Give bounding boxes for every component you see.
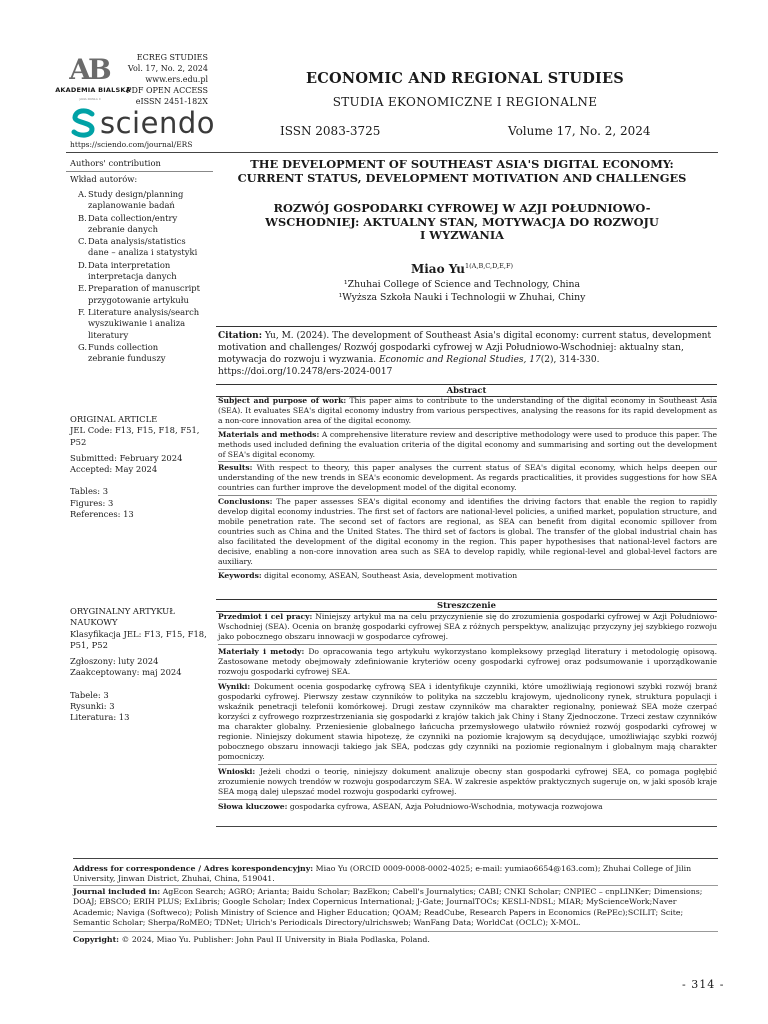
abstract-bottom-rule: [216, 826, 717, 827]
tables-count: Tabele: 3: [70, 689, 109, 700]
contrib-heading: [70, 158, 215, 169]
meta-line: eISSN 2451-182X: [135, 97, 208, 106]
footer-divider: [73, 885, 718, 886]
list-item: C. Data analysis/statistics dane – analiza i statystyki: [78, 236, 198, 258]
abstract-section: Subject and purpose of work: This paper aims to contribute to the understanding of the digital economy in Southeast Asia (SEA). It evaluates SEA's digital economy industry from various perspectives, analysing the reasons for its rapid development as a non-core innovation area of the digital economy.: [218, 396, 717, 425]
journal-title: ECONOMIC AND REGIONAL STUDIES: [306, 70, 624, 87]
article-title-en: THE DEVELOPMENT OF SOUTHEAST ASIA'S DIGITAL ECONOMY: CURRENT STATUS, DEVELOPMENT MOTIVATION AND CHALLENGES: [237, 157, 687, 185]
references-count: Literatura: 13: [70, 712, 130, 723]
footer-divider: [73, 858, 718, 859]
sciendo-icon: [70, 108, 98, 138]
list-item: D. Data interpretation interpretacja danych: [78, 259, 177, 282]
article-info-en: [70, 414, 215, 520]
references-count: References: 13: [70, 509, 134, 520]
tables-count: Tables: 3: [70, 486, 109, 497]
streszczenie-section: Materiały i metody: Do opracowania tego artykułu wykorzystano kompleksowy przegląd literatury i metodologię opisową. Zastosowane metody obejmowały zdefiniowanie kryteriów oceny gospodarki cyfrowej oraz podsumowanie i uporządkowanie rozwoju gospodarki cyfrowej SEA.: [218, 644, 717, 677]
header-divider: [66, 152, 718, 153]
sciendo-url[interactable]: https://sciendo.com/journal/ERS: [70, 140, 193, 149]
university-logo: [66, 54, 112, 84]
logo-name: AKADEMIA BIALSKA: [55, 86, 131, 94]
journal-meta: [120, 52, 208, 107]
abstract-section: Results: With respect to theory, this paper analyses the current status of SEA's digital economy, which helps deepen our understanding of the new trends in SEA's economic development. As regards practicalities, it provides suggestions for how SEA countries can further improve the development model of the digital economy.: [218, 463, 718, 493]
list-item: F. Literature analysis/search wyszukiwanie i analiza literatury: [78, 306, 200, 340]
meta-line: PDF OPEN ACCESS: [126, 86, 208, 95]
meta-line: Vol. 17, No. 2, 2024: [127, 64, 208, 73]
correspondence: Address for correspondence / Adres korespondencyjny: Miao Yu (ORCID 0009-0008-0002-4025; e-mail: yumiao6654@163.com); Zhuhai College of Jilin University, Jinwan District, Zhuhai, China, 519041.: [73, 864, 692, 884]
author-name: Miao $Yu^{1(A,B,C,D,E,F)}$: [410, 262, 514, 276]
list-item: A. Study design/planning zaplanowanie badań: [78, 189, 184, 211]
meta-line[interactable]: www.ers.edu.pl: [145, 75, 208, 84]
figures-count: Figures: 3: [70, 497, 114, 508]
meta-line: ECREG STUDIES: [136, 53, 208, 62]
citation-doi[interactable]: (2), 314-330. https://doi.org/10.2478/ers-2024-0017: [218, 355, 600, 377]
article-info-pl: [70, 606, 215, 724]
streszczenie-section: Przedmiot i cel pracy: Niniejszy artykuł ma na celu przyczynienie się do zrozumienia gospodarki cyfrowej w Azji Południowo-Wschodniej (SEA). Ocenia on branżę gospodarki cyfrowej SEA z różnych perspektyw, analizując przyczyny jej szybkiego rozwoju jako pobocznego obszaru innowacji w gospodarce cyfrowej.: [218, 612, 717, 641]
list-item: E. Preparation of manuscript przygotowanie artykułu: [78, 283, 201, 305]
article-type: ORYGINALNY ARTYKUŁ NAUKOWY: [70, 606, 175, 628]
issn: ISSN 2083-3725: [280, 124, 381, 138]
streszczenie-section: Wnioski: Jeżeli chodzi o teorię, niniejszy dokument analizuje obecny stan gospodarki cyfrowej SEA, co pomaga pogłębić zrozumienie nowych trendów w rozwoju gospodarczym SEA. W zakresie aspektów praktycznych sugeruje on, w jaki sposób kraje SEA mogą dalej ulepszać model rozwoju gospodarki cyfrowej.: [218, 764, 717, 797]
contribution-list: [78, 189, 216, 365]
sciendo-wordmark: sciendo: [100, 106, 215, 140]
abstract-heading: Abstract: [216, 385, 717, 397]
author-roles: 1(A,B,C,D,E,F): [465, 262, 514, 270]
logo-letters: AB: [69, 54, 109, 84]
citation-journal: Economic and Regional Studies, 17: [378, 355, 541, 365]
submitted-date: Zgłoszony: luty 2024: [70, 656, 159, 667]
figures-count: Rysunki: 3: [70, 701, 115, 712]
article-title-pl: ROZWÓJ GOSPODARKI CYFROWEJ W AZJI POŁUDNIOWO- WSCHODNIEJ: AKTUALNY STAN, MOTYWACJA DO ROZWOJU I WYZWANIA: [265, 201, 659, 242]
list-item: B. Data collection/entry zebranie danych: [78, 212, 178, 234]
page-number: - 314 -: [682, 978, 725, 991]
accepted-date: Zaakceptowany: maj 2024: [70, 667, 182, 678]
citation: [216, 326, 717, 385]
submitted-date: Submitted: February 2024: [70, 452, 183, 463]
jel-code: Klasyfikacja JEL: F13, F15, F18, P51, P52: [70, 628, 207, 650]
abstract-section: Materials and methods: A comprehensive literature review and descriptive methodology were used to produce this paper. The methods used included defining the evaluation criteria of the digital economy and summarising and sorting out the development of SEA's digital economy.: [218, 429, 717, 459]
affiliation-pl: ¹Wyższa Szkoła Nauki i Technologii w Zhuhai, Chiny: [338, 292, 586, 303]
abstract-section: Conclusions: The paper assesses SEA's digital economy and identifies the driving factors that enable the region to rapidly develop digital economy industries. The first set of factors are national-level policies, a unified market, population structure, and mobile penetration rate. The second set of factors are regional, as SEA can benefit from digital economic spillover from countries such as China and the United States. The third set of factors is global. The transfer of the global industrial chain has also facilitated the development of the digital economy in the region. This paper hypothesises that national-level factors are decisive, enabling a non-core innovation area such as SEA to develop rapidly, while regional-level and global-level factors are auxiliary.: [218, 497, 717, 566]
article-type: ORIGINAL ARTICLE: [70, 414, 158, 424]
copyright: Copyright: © 2024, Miao Yu. Publisher: John Paul II University in Biała Podlaska, Poland.: [73, 935, 430, 944]
citation-label: Citation:: [218, 331, 263, 341]
keywords-pl: Słowa kluczowe: gospodarka cyfrowa, ASEAN, Azja Południowo-Wschodnia, motywacja rozwojowa: [218, 799, 717, 812]
volume: Volume 17, No. 2, 2024: [508, 124, 651, 138]
abstract: [218, 396, 717, 582]
journal-subtitle: STUDIA EKONOMICZNE I REGIONALNE: [332, 95, 598, 109]
list-item: G. Funds collection zebranie funduszy: [78, 341, 166, 364]
citation-text: Yu, M. (2024). The development of Southeast Asia's digital economy: current status, development motivation and challenges/ Rozwój gospodarki cyfrowej w Azji Południowo-Wschodniej: aktualny stan, motywacja do rozwoju i wyzwania.: [218, 331, 712, 365]
sciendo-logo: [70, 106, 215, 140]
contrib-heading-en: Authors' contribution: [70, 158, 161, 168]
jel-code: JEL Code: F13, F15, F18, F51, P52: [70, 425, 200, 447]
keywords: Keywords: digital economy, ASEAN, Southeast Asia, development motivation: [218, 569, 717, 581]
logo-subtitle: JANA PAWŁA II: [79, 97, 101, 101]
affiliation-en: ¹Zhuhai College of Science and Technology, China: [343, 279, 581, 290]
footer-divider: [73, 931, 718, 932]
sidebar-divider: [66, 171, 213, 172]
streszczenie: [218, 612, 717, 814]
indexing: Journal included in: AgEcon Search; AGRO; Arianta; Baidu Scholar; BazEkon; Cabell's Journalytics; CABI; CNKI Scholar; CNPIEC – cnpLINKer; Dimensions; DOAJ; EBSCO; ERIH PLUS; ExLibris; Google Scholar; Index Copernicus International; J-Gate; JournalTOCs; KESLI-NDSL; MIAR; MyScienceWork;Naver Academic; Naviga (Softweco); Polish Ministry of Science and Higher Education; QOAM; ReadCube, Research Papers in Economics (RePEc);SCILIT; Scite; Semantic Scholar; Sherpa/RoMEO; TDNet; Ulrich's Periodicals Directory/ulrichsweb; WanFang Data; WorldCat (OCLC); X-MOL.: [73, 887, 703, 928]
streszczenie-section: Wyniki: Dokument ocenia gospodarkę cyfrową SEA i identyfikuje czynniki, które umożliwiają regionowi szybki rozwój branż gospodarki cyfrowej. Pierwszy zestaw czynników to polityka na szczeblu krajowym, ujednolicony rynek, struktura populacji i wskaźnik penetracji telefonii komórkowej. Drugi zestaw czynników ma charakter regionalny, ponieważ SEA może czerpać korzyści z cyfrowego rozprzestrzeniania się gospodarki z krajów takich jak Chiny i Stany Zjednoczone. Trzeci zestaw czynników ma charakter globalny. Przeniesienie globalnego łańcucha przemysłowego ułatwiło również rozwój gospodarki cyfrowej w regionie. Niniejszy dokument stawia hipotezę, że czynniki na poziomie krajowym są decydujące, umożliwiając szybki rozwój pobocznego obszaru innowacji takiego jak SEA, podczas gdy czynniki na poziomie regionalnym i globalnym mają charakter pomocniczy.: [218, 679, 717, 762]
contrib-heading-pl: Wkład autorów:: [70, 174, 138, 184]
streszczenie-heading: Streszczenie: [216, 599, 717, 612]
accepted-date: Accepted: May 2024: [70, 464, 158, 475]
